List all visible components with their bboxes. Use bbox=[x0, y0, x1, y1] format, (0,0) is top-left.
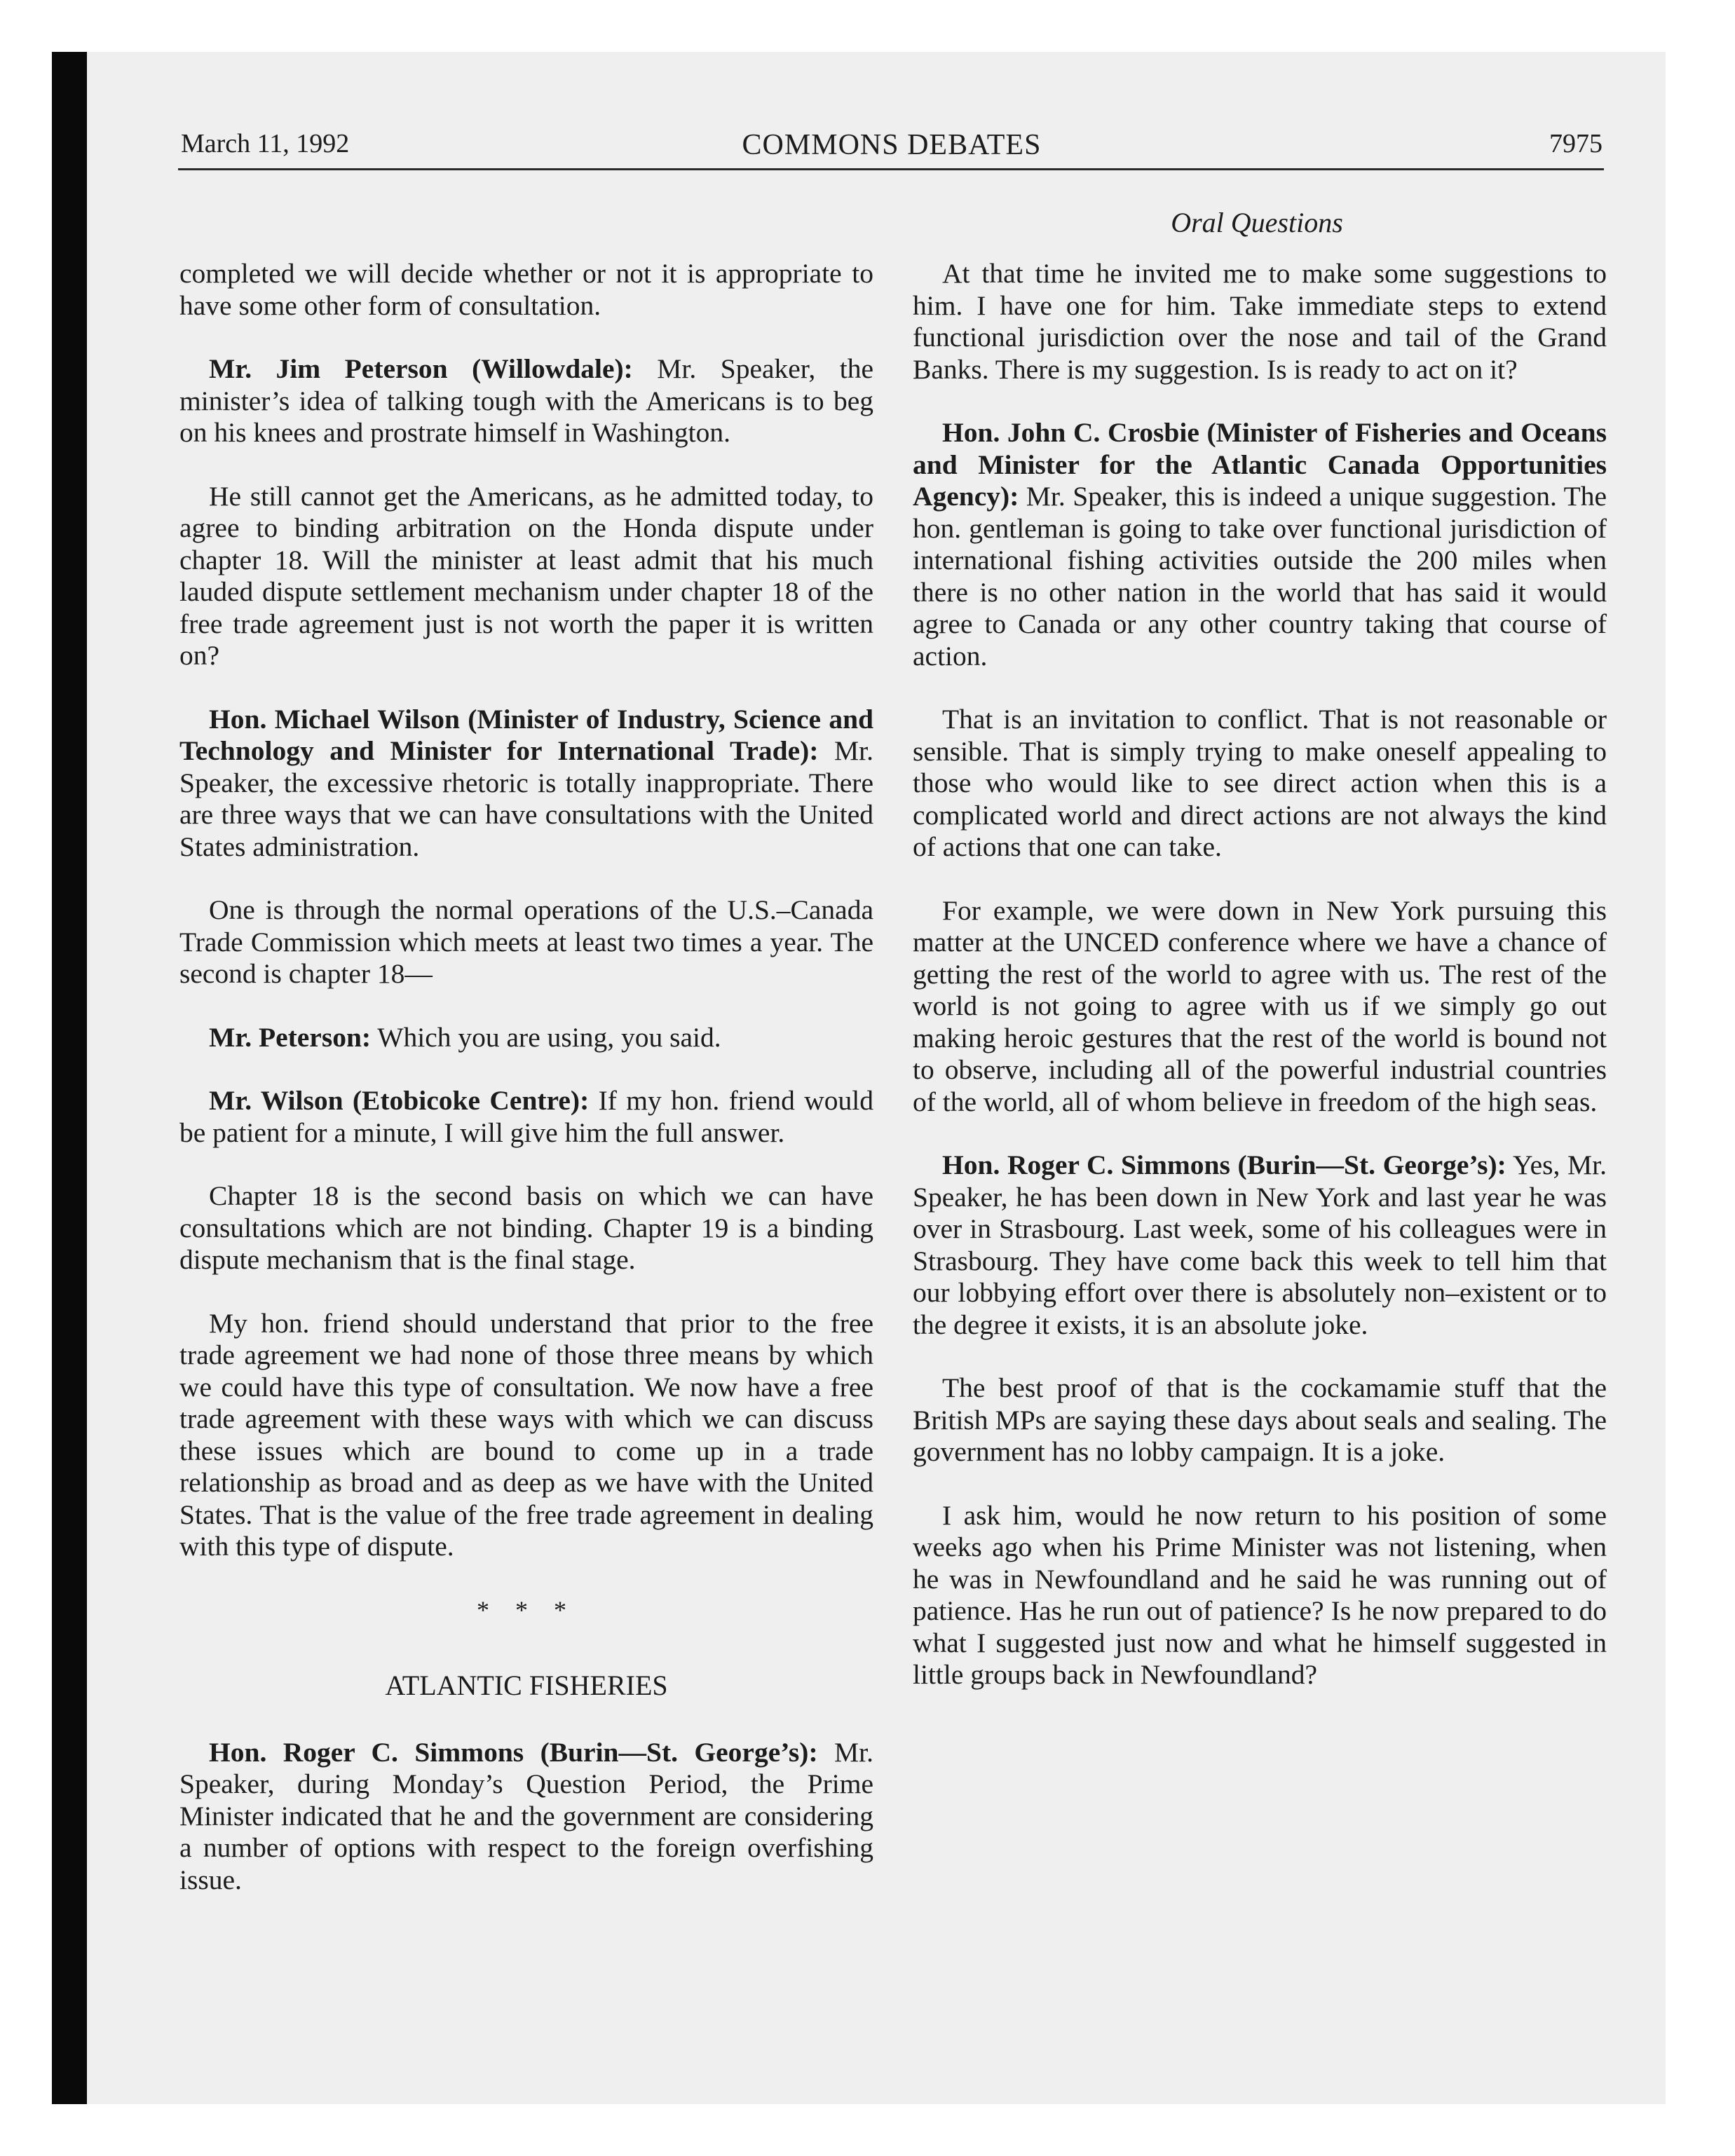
section-separator: * * * bbox=[477, 1595, 576, 1624]
speaker-name: Mr. Peterson: bbox=[209, 1021, 372, 1053]
speech-paragraph bbox=[913, 417, 1607, 672]
paragraph: For example, we were down in New York pursuing this matter at the UNCED conference where we have a chance of getting the rest of the world to agree with us. The rest of the world is not going to agree with us if we simply go out making heroic gestures that the rest of the world is bound not to observe, including all of the powerful industrial countries of the world, all of whom believe in freedom of the high seas. bbox=[913, 894, 1607, 1117]
paragraph: One is through the normal operations of the U.S.–Canada Trade Commission which meets at least two times a year. The second is chapter 18— bbox=[179, 894, 873, 989]
page-header bbox=[181, 128, 1603, 170]
speech-text: Mr. Speaker, the excessive rhetoric is totally inappropriate. There are three ways that we can have consultations with the United States administration. bbox=[179, 735, 873, 862]
paragraph: completed we will decide whether or not it is appropriate to have some other form of consultation. bbox=[179, 258, 873, 321]
speaker-name: Hon. Roger C. Simmons (Burin—St. George’s): bbox=[942, 1149, 1506, 1180]
speaker-name: Hon. Michael Wilson (Minister of Industry, Science and Technology and Minister for International Trade): bbox=[179, 703, 873, 766]
section-heading: ATLANTIC FISHERIES bbox=[385, 1670, 668, 1701]
paragraph: I ask him, would he now return to his position of some weeks ago when his Prime Minister was not listening, when he was in Newfoundland and he said he was running out of patience. Has he run out of patience? Is he now prepared to do what I suggested just now and what he himself suggested in little groups back in Newfoundland? bbox=[913, 1499, 1607, 1690]
section-label: Oral Questions bbox=[1171, 207, 1343, 238]
header-date: March 11, 1992 bbox=[181, 129, 350, 158]
speech-text: Which you are using, you said. bbox=[371, 1021, 721, 1053]
speech-paragraph bbox=[179, 1085, 873, 1149]
speech-paragraph bbox=[179, 1737, 873, 1897]
speech-text: Mr. Speaker, the minister’s idea of talking tough with the Americans is to beg on his knees and prostrate himself in Washington. bbox=[179, 353, 873, 448]
speech-paragraph bbox=[913, 1149, 1607, 1341]
speech-paragraph bbox=[179, 704, 873, 864]
speech-text: If my hon. friend would be patient for a minute, I will give him the full answer. bbox=[179, 1085, 873, 1148]
paragraph: The best proof of that is the cockamamie stuff that the British MPs are saying these days about seals and sealing. The government has no lobby campaign. It is a joke. bbox=[913, 1372, 1607, 1467]
speech-text: Mr. Speaker, this is indeed a unique suggestion. The hon. gentleman is going to take over functional jurisdiction of international fishing activities outside the 200 miles when there is no other nation in the world that has said it would agree to Canada or any other country taking that course of action. bbox=[913, 481, 1607, 671]
speaker-name: Hon. John C. Crosbie (Minister of Fisheries and Oceans and Minister for the Atlantic Canada Opportunities Agency): bbox=[913, 417, 1607, 512]
paragraph: He still cannot get the Americans, as he admitted today, to agree to binding arbitration on the Honda dispute under chapter 18. Will the minister at least admit that his much lauded dispute settlement mechanism under chapter 18 of the free trade agreement just is not worth the paper it is written on? bbox=[179, 480, 873, 671]
paragraph: That is an invitation to conflict. That is not reasonable or sensible. That is simply trying to make oneself appealing to those who would like to see direct action when this is a complicated world and direct actions are not always the kind of actions that one can take. bbox=[913, 704, 1607, 862]
speaker-name: Mr. Jim Peterson (Willowdale): bbox=[209, 353, 633, 384]
header-publication: COMMONS DEBATES bbox=[742, 129, 1042, 161]
scan-edge-shadow bbox=[52, 52, 87, 2104]
right-column bbox=[913, 258, 1607, 1723]
header-page-number: 7975 bbox=[1549, 129, 1603, 158]
paragraph: At that time he invited me to make some suggestions to him. I have one for him. Take immediate steps to extend functional jurisdiction over the nose and tail of the Grand Banks. There is my suggestion. Is is ready to act on it? bbox=[913, 258, 1607, 385]
speaker-name: Mr. Wilson (Etobicoke Centre): bbox=[209, 1085, 590, 1116]
left-column bbox=[179, 258, 873, 1928]
header-rule bbox=[178, 168, 1604, 170]
speech-paragraph bbox=[179, 353, 873, 449]
speaker-name: Hon. Roger C. Simmons (Burin—St. George’s): bbox=[209, 1736, 818, 1768]
speech-text: Yes, Mr. Speaker, he has been down in New York and last year he was over in Strasbourg. Last week, some of his colleagues were in Strasbourg. They have come back this week to tell him that our lobbying effort over there is absolutely non–existent or to the degree it exists, it is an absolute joke. bbox=[913, 1149, 1607, 1340]
speech-text: Mr. Speaker, during Monday’s Question Period, the Prime Minister indicated that he and the government are considering a number of options with respect to the foreign overfishing issue. bbox=[179, 1736, 873, 1895]
paragraph: Chapter 18 is the second basis on which we can have consultations which are not binding. Chapter 19 is a binding dispute mechanism that is the final stage. bbox=[179, 1180, 873, 1275]
paragraph: My hon. friend should understand that prior to the free trade agreement we had none of those three means by which we could have this type of consultation. We now have a free trade agreement with these ways with which we can discuss these issues which are bound to come up in a trade relationship as broad and as deep as we have with the United States. That is the value of the free trade agreement in dealing with this type of dispute. bbox=[179, 1307, 873, 1562]
speech-paragraph bbox=[179, 1022, 873, 1054]
